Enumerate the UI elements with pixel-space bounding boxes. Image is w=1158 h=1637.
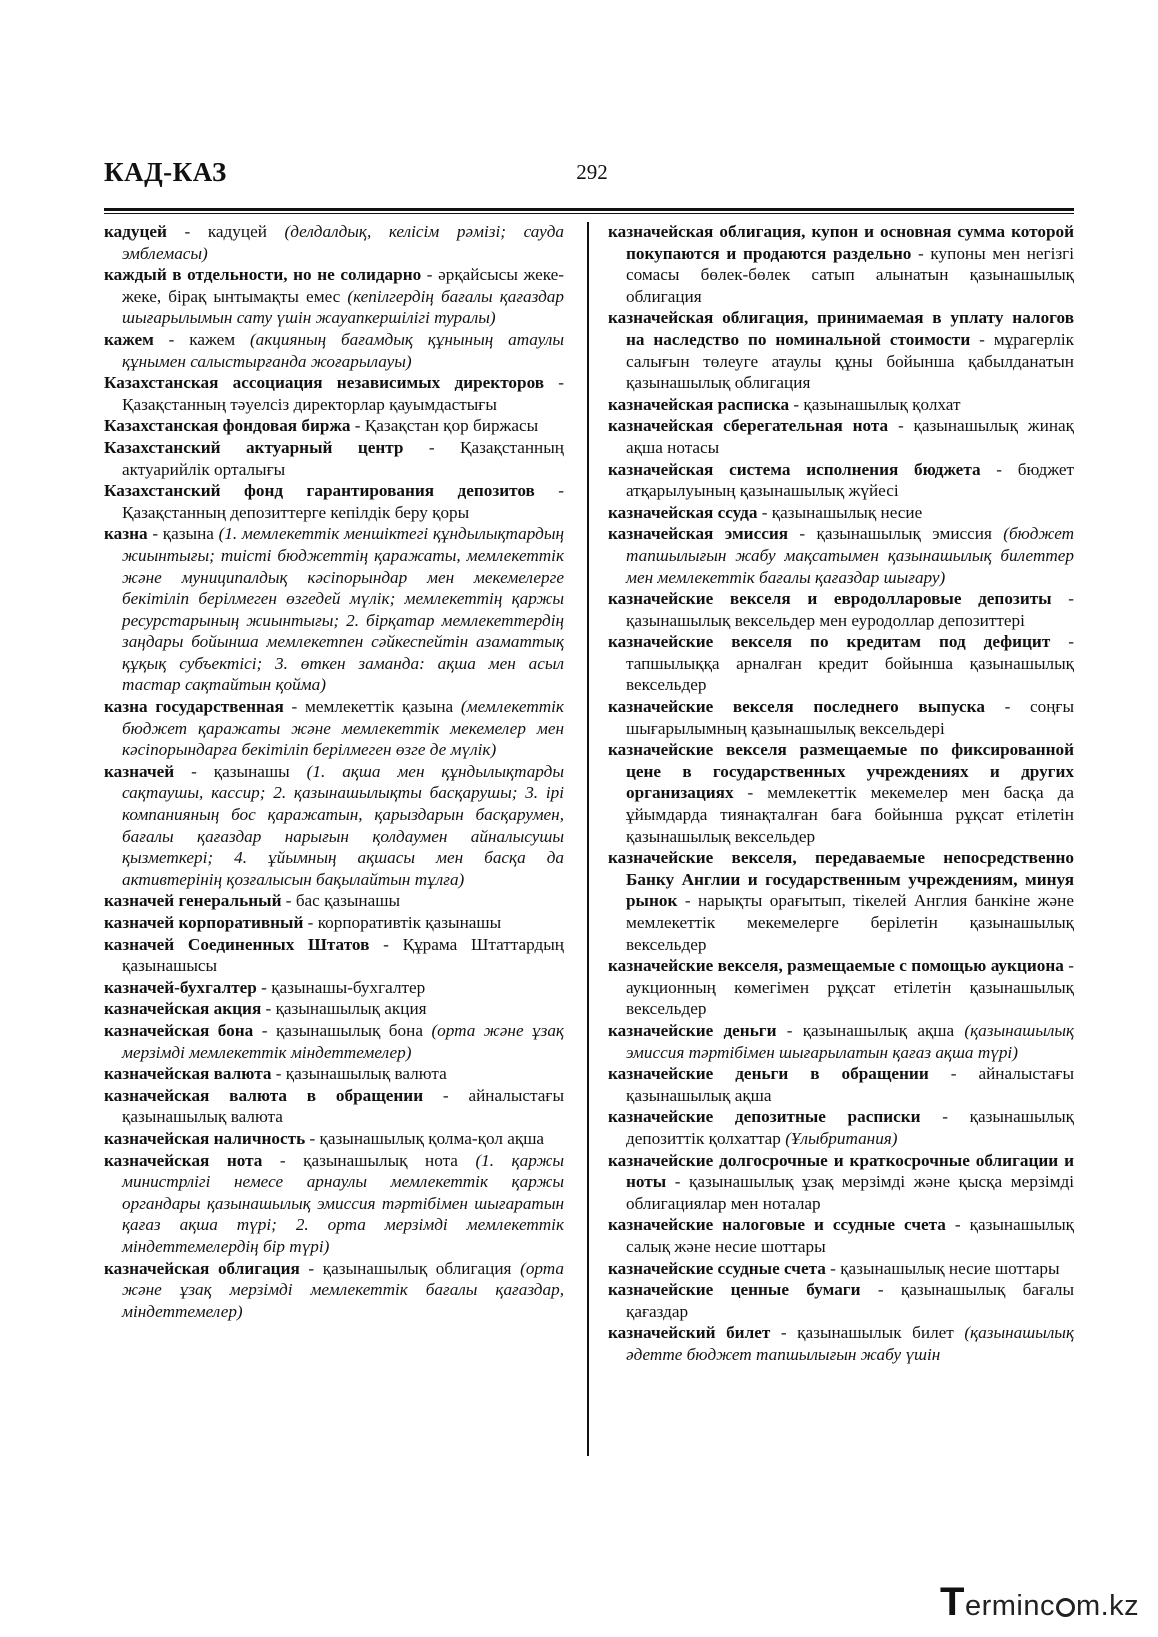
- entry-translation: айналыстағы қазынашылық валюта: [122, 1085, 564, 1127]
- entry-separator: -: [757, 502, 772, 522]
- entry-note: (қазынашылық әдетте бюджет тапшылығын жабу үшін: [626, 1323, 1074, 1364]
- dictionary-entry: [608, 588, 1074, 631]
- dictionary-entry: [608, 1279, 1074, 1322]
- entry-term: казначейские векселя, размещаемые с помощью аукциона: [608, 956, 1064, 976]
- dictionary-entry: [104, 1085, 564, 1128]
- entry-translation: қазынашы: [213, 761, 307, 781]
- entry-separator: -: [666, 1172, 690, 1192]
- logo-circle-icon: [1056, 1598, 1075, 1617]
- entry-translation: қазынашылық ұзақ мерзімді және қысқа мерзімді облигациялар мен ноталар: [626, 1172, 1075, 1213]
- column-divider: [587, 222, 589, 1456]
- entry-separator: -: [544, 373, 564, 393]
- dictionary-entry: [608, 1150, 1074, 1215]
- entry-term: казначейские векселя размещаемые по фиксированной цене в государственных учреждениях и других организациях: [608, 740, 1074, 803]
- entry-term: казначейская облигация, купон и основная сумма которой покупаются и продаются раздельно: [608, 222, 1074, 263]
- dictionary-entry: [608, 696, 1074, 739]
- entry-separator: -: [770, 1323, 798, 1343]
- entry-translation: қазынашылық қолхат: [803, 394, 961, 414]
- entry-separator: -: [253, 1020, 276, 1040]
- entry-term: казначейская облигация, принимаемая в уплату налогов на наследство по номинальной стоимости: [608, 308, 1074, 349]
- entry-separator: -: [534, 481, 564, 501]
- entry-separator: -: [283, 697, 305, 717]
- entry-translation: корпоративтік қазынашы: [317, 913, 502, 932]
- dictionary-entry: [608, 307, 1074, 393]
- dictionary-entry: [104, 1020, 564, 1063]
- entry-translation: қазынашылық несие шоттары: [840, 1258, 1060, 1278]
- dictionary-entry: [104, 437, 564, 480]
- entry-translation: аукционның көмегімен рұқсат етілетін қазынашылық вексельдер: [626, 977, 1074, 1019]
- entry-term: Казахстанская фондовая биржа: [104, 416, 351, 436]
- dictionary-entry: [608, 631, 1074, 696]
- dictionary-entry: [104, 1258, 564, 1323]
- entry-separator: -: [788, 524, 817, 544]
- dictionary-entry: [104, 372, 564, 415]
- entry-translation: қазынашылық несие: [771, 502, 923, 522]
- entry-note: (мемлекеттік бюджет қаражаты және мемлекеттік мекемелер мен кәсіпорындарға бекітіліп берілмеген өзге де мүлік): [122, 697, 564, 760]
- entry-separator: -: [271, 1064, 286, 1084]
- dictionary-entry: [608, 523, 1074, 588]
- entry-note: (орта және ұзақ мерзімді мемлекеттік міндеттемелер): [122, 1020, 564, 1062]
- entry-separator: -: [303, 913, 318, 932]
- dictionary-entry: [104, 890, 564, 912]
- dictionary-entry: [608, 1214, 1074, 1257]
- right-column: [608, 221, 1074, 1365]
- entry-separator: -: [147, 524, 163, 544]
- entry-term: казначей генеральный: [104, 891, 282, 911]
- entry-term: каждый в отдельности, но не солидарно: [104, 265, 422, 285]
- entry-note: (делдалдық, келісім рәмізі; сауда эмблемасы): [122, 222, 564, 263]
- entry-translation: қазынашылық бона: [275, 1020, 432, 1040]
- entry-term: казначей корпоративный: [104, 913, 304, 932]
- dictionary-entry: [104, 264, 564, 329]
- entry-separator: -: [403, 437, 461, 457]
- entry-separator: -: [789, 394, 804, 414]
- entry-separator: -: [945, 1215, 970, 1235]
- entry-separator: -: [1051, 589, 1074, 609]
- entry-translation: қазынашылық акция: [275, 999, 427, 1019]
- dictionary-entry: [608, 1106, 1074, 1149]
- entry-translation: кадуцей: [207, 222, 285, 241]
- entry-term: казначей: [104, 761, 175, 781]
- entry-separator: -: [825, 1258, 841, 1278]
- entry-translation: қазынашылық ақша: [802, 1020, 965, 1040]
- entry-separator: -: [369, 934, 403, 954]
- entry-translation: Құрама Штаттардың қазынашысы: [122, 934, 564, 976]
- dictionary-entry: [104, 480, 564, 523]
- dictionary-entry: [608, 955, 1074, 1020]
- entry-term: казна государственная: [104, 697, 284, 717]
- entry-separator: -: [733, 783, 768, 803]
- dictionary-entry: [608, 1322, 1074, 1365]
- entry-separator: -: [920, 1107, 970, 1127]
- entry-term: казначейские деньги в обращении: [608, 1064, 929, 1084]
- entry-term: казначейская облигация: [104, 1258, 300, 1278]
- entry-translation: қазынашылық бағалы қағаздар: [626, 1280, 1074, 1321]
- dictionary-entry: [104, 998, 564, 1020]
- entry-term: казначейские депозитные расписки: [608, 1107, 921, 1127]
- entry-term: казначейские ссудные счета: [608, 1258, 826, 1278]
- dictionary-entry: [608, 502, 1074, 524]
- entry-translation: Қазақстанның депозиттерге кепілдік беру қоры: [122, 502, 470, 522]
- entry-translation: тапшылыққа арналған кредит бойынша қазынашылық вексельдер: [626, 653, 1074, 695]
- entry-translation: купоны мен негізгі сомасы бөлек-бөлек сатып алынатын қазынашылық облигация: [626, 243, 1074, 306]
- entry-translation: Қазақстанның тәуелсіз директорлар қауымдастығы: [122, 394, 497, 414]
- entry-term: казначейская эмиссия: [608, 524, 789, 544]
- entry-separator: -: [153, 329, 190, 349]
- entry-translation: айналыстағы қазынашылық ақша: [626, 1064, 1074, 1105]
- entry-term: казначейские ценные бумаги: [608, 1280, 861, 1300]
- dictionary-entry: [608, 459, 1074, 502]
- entry-translation: бюджет атқарылуының қазынашылық жүйесі: [626, 459, 1074, 501]
- entry-term: казначейские векселя, передаваемые непосредственно Банку Англии и государственным учреждениям, минуя рынок: [608, 848, 1074, 911]
- header-rule-thin: [104, 213, 1074, 214]
- entry-separator: -: [911, 243, 931, 263]
- entry-translation: қазынашылық нота: [303, 1150, 476, 1170]
- entry-separator: -: [1050, 632, 1074, 652]
- page-number: 292: [576, 160, 608, 184]
- entry-separator: -: [970, 329, 994, 349]
- entry-note: (1. мемлекеттік меншіктегі құндылықтардың жиынтығы; тиісті бюджеттің қаражаты, мемлекеттік және муниципалдық кәсіпорындар мен мекемелерге бекітіліп берілмеген өзгедей мүлік; мемлекеттің қаржы ресурстарының жиынтығы; 2. бірқатар мемлекеттердің заңдары бойынша мемлекетпен сәйкеспейтін азаматтық құқық субъектісі; 3. өткен заманда: ақша мен асыл тастар сақтайтын қойма): [122, 524, 564, 695]
- dictionary-entry: [104, 761, 564, 891]
- dictionary-entry: [104, 1128, 564, 1150]
- entry-note: (бюджет тапшылығын жабу мақсатымен қазынашылық билеттер мен мемлекеттік бағалы қағаздар шығару): [626, 524, 1075, 587]
- entry-translation: қазына: [162, 524, 219, 544]
- entry-translation: нарықты орағытып, тікелей Англия банкіне және мемлекеттік мекемелерге берілетін қазынашылық вексельдер: [626, 891, 1074, 954]
- dictionary-entry: [104, 1063, 564, 1085]
- left-column: [104, 221, 564, 1322]
- entry-translation: бас қазынашы: [295, 891, 401, 911]
- entry-separator: -: [174, 761, 214, 781]
- entry-translation: қазынашылық вексельдер мен еуродоллар депозиттері: [626, 610, 1025, 630]
- entry-translation: Қазақстан қор биржасы: [364, 416, 539, 436]
- entry-term: казначейская сберегательная нота: [608, 416, 889, 436]
- entry-term: казначейские деньги: [608, 1020, 777, 1040]
- entry-term: казначейские векселя и евродолларовые депозиты: [608, 589, 1052, 609]
- entry-translation: қазынашылық валюта: [285, 1064, 447, 1084]
- dictionary-entry: [104, 523, 564, 696]
- entry-separator: -: [256, 977, 272, 997]
- entry-term: казначейские долгосрочные и краткосрочные облигации и ноты: [608, 1150, 1074, 1192]
- logo-text-part2: m.kz: [1075, 1590, 1140, 1622]
- entry-term: казначейская акция: [104, 999, 262, 1019]
- entry-term: кадуцей: [104, 222, 167, 241]
- entry-translation: кажем: [189, 329, 250, 349]
- dictionary-entry: [608, 415, 1074, 458]
- entry-translation: мұрагерлік салығын төлеуге атаулы құны бойынша қабылданатын қазынашылық облигация: [626, 329, 1074, 393]
- entry-note: (қазынашылық эмиссия тәртібімен шығарылатын қағаз ақша түрі): [626, 1020, 1075, 1062]
- entry-translation: мемлекеттік қазына: [305, 697, 461, 717]
- entry-term: казначейская нота: [104, 1150, 263, 1170]
- entry-separator: -: [262, 1150, 304, 1170]
- entry-separator: -: [305, 1128, 320, 1148]
- entry-term: казна: [104, 524, 148, 544]
- entry-translation: қазынашылық облигация: [322, 1258, 521, 1278]
- entry-term: Казахстанская ассоциация независимых директоров: [104, 373, 545, 393]
- dictionary-entry: [608, 847, 1074, 955]
- entry-term: казначейская система исполнения бюджета: [608, 459, 981, 479]
- entry-translation: қазынашылык билет: [797, 1323, 965, 1343]
- dictionary-entry: [104, 912, 564, 934]
- entry-term: казначейский билет: [608, 1323, 771, 1343]
- entry-term: казначейская валюта: [104, 1064, 272, 1084]
- entry-translation: қазынашылық эмиссия: [816, 524, 1004, 544]
- entry-note: (1. қаржы министрлігі немесе арнаулы мемлекеттік қаржы органдары қазынашылық эмиссия тәртібімен шығаратын қағаз ақша түрі; 2. орта мерзімді мемлекеттік міндеттемелердің бір түрі): [122, 1150, 564, 1256]
- entry-separator: -: [677, 891, 698, 911]
- entry-translation: қазынашылық қолма-қол ақша: [319, 1128, 545, 1148]
- dictionary-entry: [608, 1258, 1074, 1280]
- dictionary-entry: [608, 221, 1074, 307]
- entry-separator: -: [166, 222, 208, 241]
- entry-term: казначейская валюта в обращении: [104, 1085, 424, 1105]
- entry-separator: -: [350, 416, 365, 436]
- dictionary-entry: [104, 329, 564, 372]
- entry-note: (1. ақша мен құндылықтарды сақтаушы, кассир; 2. қазынашылықты басқарушы; 3. ірі компанияның бос қаражатын, қарыздарын басқарумен, бағалы қағаздар нарығын қолдаумен айналысушы қызметкері; 4. ұйымның ақшасы мен басқа да активтерінің қозғалысын бақылайтын тұлға): [122, 761, 564, 889]
- dictionary-entry: [104, 1150, 564, 1258]
- entry-term: казначейская бона: [104, 1020, 254, 1040]
- entry-separator: -: [281, 891, 296, 911]
- entry-term: казначейская ссуда: [608, 502, 758, 522]
- entry-term: казначейские налоговые и ссудные счета: [608, 1215, 946, 1235]
- entry-term: казначейские векселя по кредитам под дефицит: [608, 632, 1051, 652]
- dictionary-entry: [104, 977, 564, 999]
- entry-separator: -: [860, 1280, 901, 1300]
- entry-translation: соңғы шығарылымның қазынашылық вексельдері: [626, 697, 1074, 738]
- logo-text-part1: erminc: [964, 1590, 1055, 1622]
- entry-separator: -: [421, 265, 439, 285]
- dictionary-entry: [608, 1063, 1074, 1106]
- termincom-logo: [940, 1580, 1139, 1625]
- entry-translation: қазынашылық салық және несие шоттары: [626, 1215, 1074, 1256]
- entry-separator: -: [776, 1020, 803, 1040]
- entry-separator: -: [980, 459, 1018, 479]
- entry-translation: мемлекеттік мекемелер мен басқа да ұйымдарда тиянақталған баға бойынша рұқсат етілетін қазынашылық вексельдер: [626, 783, 1074, 846]
- page-title: КАД-КАЗ: [104, 157, 227, 187]
- dictionary-entry: [104, 696, 564, 761]
- header-rule: [104, 208, 1074, 211]
- entry-term: казначей Соединенных Штатов: [104, 934, 370, 954]
- entry-note: (Ұлыбритания): [785, 1128, 898, 1148]
- entry-term: казначейские векселя последнего выпуска: [608, 697, 985, 717]
- dictionary-entry: [608, 739, 1074, 847]
- logo-letter: T: [940, 1580, 965, 1624]
- entry-term: кажем: [104, 329, 154, 349]
- dictionary-entry: [104, 934, 564, 977]
- entry-translation: қазынашылық депозиттік қолхаттар: [626, 1107, 1074, 1148]
- dictionary-entry: [104, 415, 564, 437]
- entry-separator: -: [261, 999, 276, 1019]
- entry-translation: әрқайсысы жеке-жеке, бірақ ынтымақты емес: [122, 265, 564, 306]
- entry-note: (кепілгердің бағалы қағаздар шығарылымын сату үшін жауапкершілігі туралы): [122, 286, 564, 328]
- entry-note: (орта және ұзақ мерзімді мемлекеттік бағалы қағаздар, міндеттемелер): [122, 1258, 564, 1321]
- entry-separator: -: [423, 1085, 469, 1105]
- entry-term: казначей-бухгалтер: [104, 977, 257, 997]
- entry-separator: -: [888, 416, 914, 436]
- dictionary-entry: [608, 1020, 1074, 1063]
- entry-separator: -: [299, 1258, 323, 1278]
- entry-translation: Қазақстанның актуарийлік орталығы: [122, 437, 564, 479]
- entry-translation: қазынашылық жинақ ақша нотасы: [626, 416, 1075, 457]
- entry-note: (акцияның бағамдық құнының атаулы құнымен салыстырғанда жоғарылауы): [122, 329, 564, 371]
- entry-term: Казахстанский фонд гарантирования депозитов: [104, 481, 535, 501]
- dictionary-entry: [608, 394, 1074, 416]
- entry-term: Казахстанский актуарный центр: [104, 437, 404, 457]
- entry-separator: -: [928, 1064, 979, 1084]
- entry-term: казначейская расписка: [608, 394, 790, 414]
- entry-translation: қазынашы-бухгалтер: [271, 977, 426, 997]
- entry-separator: -: [1063, 956, 1074, 976]
- entry-term: казначейская наличность: [104, 1128, 306, 1148]
- entry-separator: -: [984, 697, 1030, 717]
- dictionary-entry: [104, 221, 564, 264]
